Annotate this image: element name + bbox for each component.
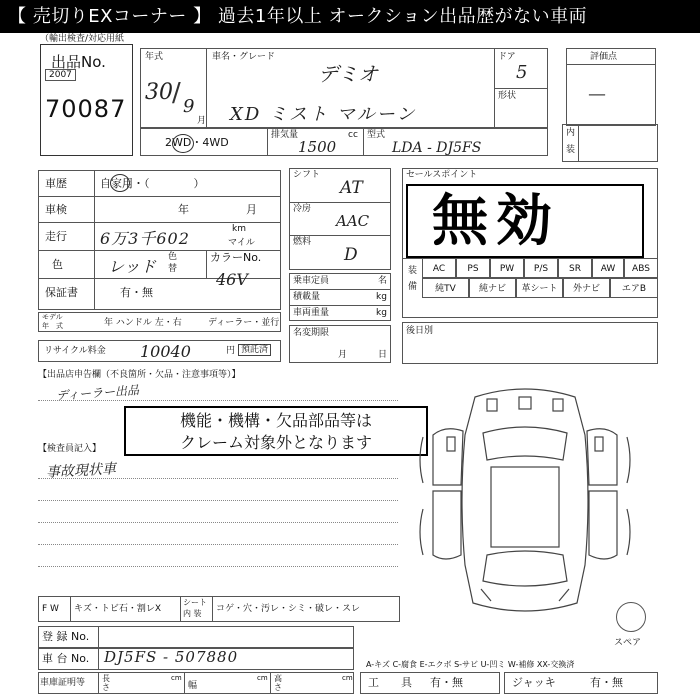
year-value: 30 [145, 80, 173, 105]
height-cm: cm [342, 674, 353, 682]
color-value: レッド [108, 257, 156, 276]
km-unit: km [232, 224, 246, 234]
color-change-2: 替 [168, 264, 178, 274]
length-cm: cm [171, 674, 182, 682]
length-label: 長さ [102, 674, 110, 692]
height-label: 高さ [274, 674, 282, 692]
name-label: 車名・グレード [212, 52, 276, 62]
spare-label: スペア [614, 638, 642, 648]
rear-box [402, 322, 658, 364]
top-note: （輸出検査/対応用紙 [40, 34, 125, 44]
tools-value: 有・無 [430, 676, 463, 689]
notice-box [124, 406, 428, 456]
chassis-label: 車 台 No. [42, 652, 90, 665]
recycle-unit: 円 [226, 346, 236, 356]
seat-label-2: 内 装 [183, 609, 202, 618]
displacement-value: 1500 [298, 138, 337, 156]
equip-label-1: 装 [408, 266, 418, 276]
seat-text: コゲ・穴・汚レ・シミ・破レ・スレ [216, 604, 361, 614]
equip-abs: ABS [624, 258, 658, 278]
equip-leather: 革シート [516, 278, 563, 298]
cert-label: 車庫証明等 [40, 678, 86, 688]
warranty-value: 有・無 [120, 286, 153, 299]
fw-text: キズ・トビ石・割レX [74, 604, 161, 614]
rear-label: 後日別 [406, 326, 434, 336]
drive-circle-mark [172, 134, 194, 153]
lot-number: 70087 [45, 95, 127, 123]
history-value: 自家用・（ ） [100, 177, 205, 190]
model-year-label-2: 年 式 [42, 322, 63, 330]
rating-value: — [588, 84, 606, 105]
door-value: 5 [516, 62, 528, 83]
car-diagram [415, 375, 635, 625]
capacity-label: 乗車定員 [293, 276, 330, 286]
recycle-value: 10040 [140, 342, 191, 361]
month-value: 9 [183, 96, 195, 117]
history-label: 車歴 [45, 177, 67, 190]
inspector-label: 【検査員記入】 [38, 444, 102, 454]
equip-ext-navi: 外ナビ [563, 278, 610, 298]
dealer-label: ディーラー・並行 [208, 318, 280, 328]
equip-aw: AW [592, 258, 624, 278]
equip-airbag: エアB [610, 278, 658, 298]
equip-pw: PW [490, 258, 524, 278]
chassis-value: DJ5FS - 507880 [104, 648, 239, 666]
month-label: 月 [197, 116, 207, 126]
shape-label: 形状 [498, 91, 517, 101]
jack-value: 有・無 [590, 676, 623, 689]
mileage-label: 走行 [45, 230, 67, 243]
title-change-label: 名変期限 [293, 328, 330, 338]
interior-label-1: 内 [566, 128, 576, 138]
grade-value: XD ミスト マルーン [230, 104, 417, 125]
history-circle-mark [110, 174, 130, 192]
ac-label: 冷房 [293, 204, 312, 214]
rating-label: 評価点 [590, 52, 618, 62]
title-change-month: 月 [338, 350, 348, 360]
notice-line-2: クレーム対象外となります [179, 433, 372, 452]
color-change-1: 色 [168, 252, 178, 262]
lot-label: 出品No. [51, 53, 106, 71]
title-change-day: 日 [378, 350, 388, 360]
width-cm: cm [257, 674, 268, 682]
name-value: デミオ [318, 62, 378, 86]
model-value: LDA - DJ5FS [392, 140, 482, 156]
equip-ac: AC [422, 258, 456, 278]
tools-label: 工 具 [368, 676, 412, 689]
color-no-label: カラーNo. [210, 251, 262, 264]
mileage-value: 6万3千602 [100, 229, 190, 248]
capacity-unit: 名 [378, 276, 388, 286]
warranty-label: 保証書 [45, 286, 78, 299]
listing-notes-label: 【出品店申告欄（不良箇所・欠品・注意事項等）】 [38, 370, 241, 380]
shift-value: AT [340, 178, 363, 198]
model-label: 型式 [367, 130, 386, 140]
color-label: 色 [52, 258, 63, 271]
equip-navi: 純ナビ [469, 278, 516, 298]
inspection-month-unit: 月 [246, 203, 257, 216]
sales-point-label: セールスポイント [406, 170, 478, 180]
equip-label-2: 備 [408, 282, 418, 292]
width-label: 幅 [188, 681, 198, 691]
year-label: 年式 [145, 52, 164, 62]
fuel-label: 燃料 [293, 237, 312, 247]
interior-box [562, 124, 658, 162]
load-unit: kg [376, 292, 387, 302]
handle-label: 年 ハンドル 左・右 [104, 318, 182, 328]
lot-year-stamp: 2007 [45, 69, 76, 81]
model-year-label-1: モデル [42, 313, 63, 321]
weight-label: 車両重量 [293, 308, 330, 318]
inspection-label: 車検 [45, 203, 67, 216]
spare-tire-icon [616, 602, 646, 632]
interior-label-2: 装 [566, 145, 576, 155]
inspector-handwritten: 事故現状車 [45, 461, 117, 481]
mile-unit: マイル [228, 238, 255, 248]
equip-power-seat: P/S [524, 258, 558, 278]
ac-value: AAC [336, 212, 370, 230]
drive-label: 2WD・4WD [165, 136, 229, 149]
displacement-label: 排気量 [271, 130, 299, 140]
fw-label: F W [42, 604, 59, 614]
equip-sr: SR [558, 258, 592, 278]
jack-label: ジャッキ [512, 676, 556, 689]
inspection-year-unit: 年 [178, 203, 189, 216]
displacement-unit: cc [348, 130, 358, 140]
fuel-value: D [344, 245, 358, 265]
lot-box [40, 44, 133, 156]
door-label: ドア [498, 52, 516, 62]
color-no-value: 46V [216, 270, 248, 289]
load-label: 積載量 [293, 292, 321, 302]
weight-unit: kg [376, 308, 387, 318]
shift-label: シフト [293, 170, 321, 180]
void-stamp: 無効 [432, 189, 560, 254]
legend: A-キズ C-腐食 E-エクボ S-サビ U-凹ミ W-補修 XX-交換済 [366, 660, 575, 669]
equip-ps: PS [456, 258, 490, 278]
seat-label-1: シート [183, 598, 207, 607]
listing-notes-handwritten: ディーラー出品 [55, 383, 140, 403]
reg-label: 登 録 No. [42, 630, 90, 643]
equip-tv: 純TV [422, 278, 469, 298]
recycle-label: リサイクル料金 [44, 346, 106, 356]
recycle-stamp: 預託済 [238, 344, 271, 356]
header-banner: 【 売切りEXコーナー 】 過去1年以上 オークション出品歴がない車両 [0, 0, 700, 33]
notice-line-1: 機能・機構・欠品部品等は [179, 411, 372, 430]
